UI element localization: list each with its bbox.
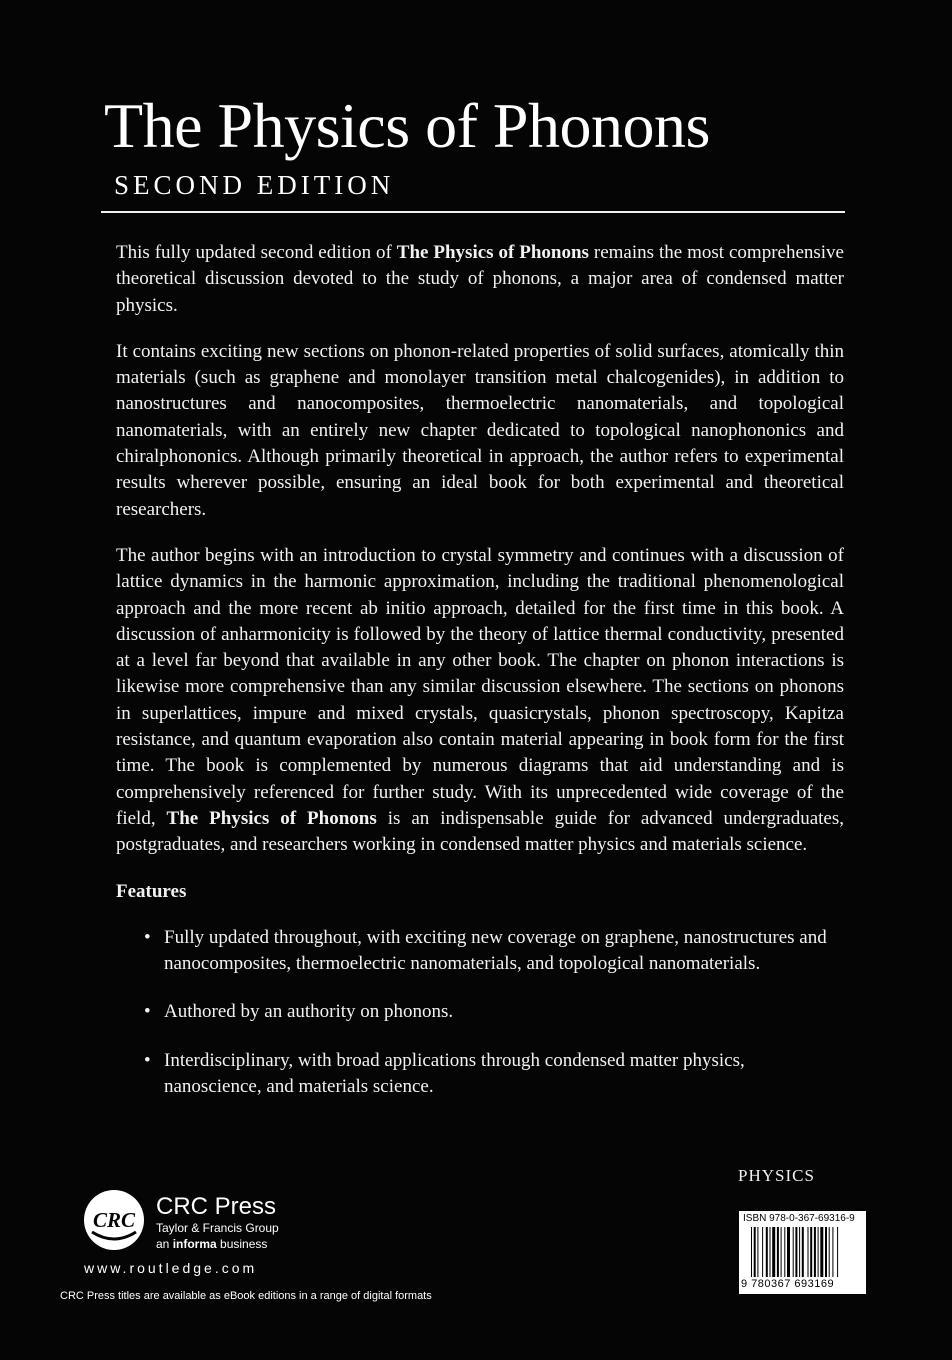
barcode-digits: 9 780367 693169 [741, 1278, 835, 1290]
barcode-bar [799, 1227, 800, 1277]
logo-text: CRC [92, 1208, 136, 1232]
publisher-website: www.routledge.com [84, 1260, 258, 1276]
book-title-bold: The Physics of Phonons [396, 242, 589, 263]
publisher-business: an informa business [156, 1237, 268, 1251]
barcode-bar [814, 1227, 816, 1277]
barcode-bar [802, 1227, 804, 1277]
barcode-bars [751, 1227, 862, 1277]
publisher-group: Taylor & Francis Group [156, 1221, 279, 1235]
barcode-bar [757, 1227, 758, 1277]
description-paragraph-2: It contains exciting new sections on phonon-related properties of solid surfaces, atomically thin materials (such as graphene and monolayer transition metal chalcogenides), in addition to nanostructures and nanocomposites, thermoelectric nanomaterials, and topological nanomaterials, with an entirely new chapter dedicated to topological nanophononics and chiralphononics. Although primarily theoretical in approach, the author refers to experimental results wherever possible, ensuring an ideal book for both experimental and theoretical researchers. [116, 340, 844, 520]
book-title: The Physics of Phonons [104, 90, 710, 161]
barcode-bar [820, 1227, 823, 1277]
barcode-bar [825, 1227, 827, 1277]
barcode-bar [770, 1227, 771, 1277]
isbn-label: ISBN 978-0-367-69316-9 [743, 1213, 855, 1224]
feature-item: • Fully updated throughout, with exciting new coverage on graphene, nanostructures and nanocomposites, thermoelectric nanomaterials, and topological nanomaterials. [116, 925, 844, 978]
barcode-bar [829, 1227, 830, 1277]
back-cover-description [116, 240, 844, 1122]
edition-subtitle: SECOND EDITION [114, 170, 395, 200]
barcode-bar [795, 1227, 797, 1277]
publisher-block [156, 1194, 279, 1252]
publisher-name: CRC Press [156, 1193, 277, 1220]
title-divider [101, 211, 845, 213]
barcode-bar [784, 1227, 785, 1277]
crc-press-logo [82, 1188, 146, 1252]
barcode-bar [837, 1227, 838, 1277]
description-paragraph-3: The author begins with an introduction to crystal symmetry and continues with a discussion of lattice dynamics in the harmonic approximation, including the traditional phenomenological approach and the more recent ab initio approach, detailed for the first time in this book. A discussion of anharmonicity is followed by the theory of lattice thermal conductivity, presented at a level far beyond that available in any other book. The chapter on phonon interactions is likewise more comprehensive than any similar discussion elsewhere. The sections on phonons in superlattices, impure and mixed crystals, quasicrystals, phonon spectroscopy, Kapitza resistance, and quantum evaporation also contain material appearing in book form for the first time. The book is complemented by numerous diagrams that aid understanding and is comprehensively referenced for further study. With its unprecedented wide coverage of the field, The Physics of Phonons is an indispensable guide for advanced undergraduates, postgraduates, and researchers working in condensed matter physics and materials science. [116, 544, 845, 856]
description-paragraph-1: This fully updated second edition of The Physics of Phonons remains the most comprehensive theoretical discussion devoted to the study of phonons, a major area of condensed matter physics. [116, 242, 844, 316]
barcode-bar [772, 1227, 775, 1277]
barcode-bar [766, 1227, 768, 1277]
book-title-bold: The Physics of Phonons [166, 807, 377, 829]
feature-item: • Authored by an authority on phonons. [116, 999, 844, 1025]
features-heading: Features [116, 880, 187, 902]
barcode-bar [762, 1227, 763, 1277]
barcode-bar [832, 1227, 833, 1277]
feature-item: • Interdisciplinary, with broad applications through condensed matter physics, nanoscience, and materials science. [116, 1048, 844, 1101]
ebook-note: CRC Press titles are available as eBook editions in a range of digital formats [60, 1290, 432, 1302]
barcode-bar [754, 1227, 756, 1277]
barcode-bar [818, 1227, 819, 1277]
barcode-bar [751, 1227, 752, 1277]
barcode-bar [793, 1227, 794, 1277]
barcode-bar [781, 1227, 782, 1277]
barcode-bar [808, 1227, 809, 1277]
isbn-barcode [739, 1211, 866, 1294]
barcode-bar [810, 1227, 812, 1277]
barcode-bar [787, 1227, 790, 1277]
barcode-bar [777, 1227, 779, 1277]
subject-category: PHYSICS [738, 1166, 815, 1185]
features-list [116, 925, 844, 1100]
